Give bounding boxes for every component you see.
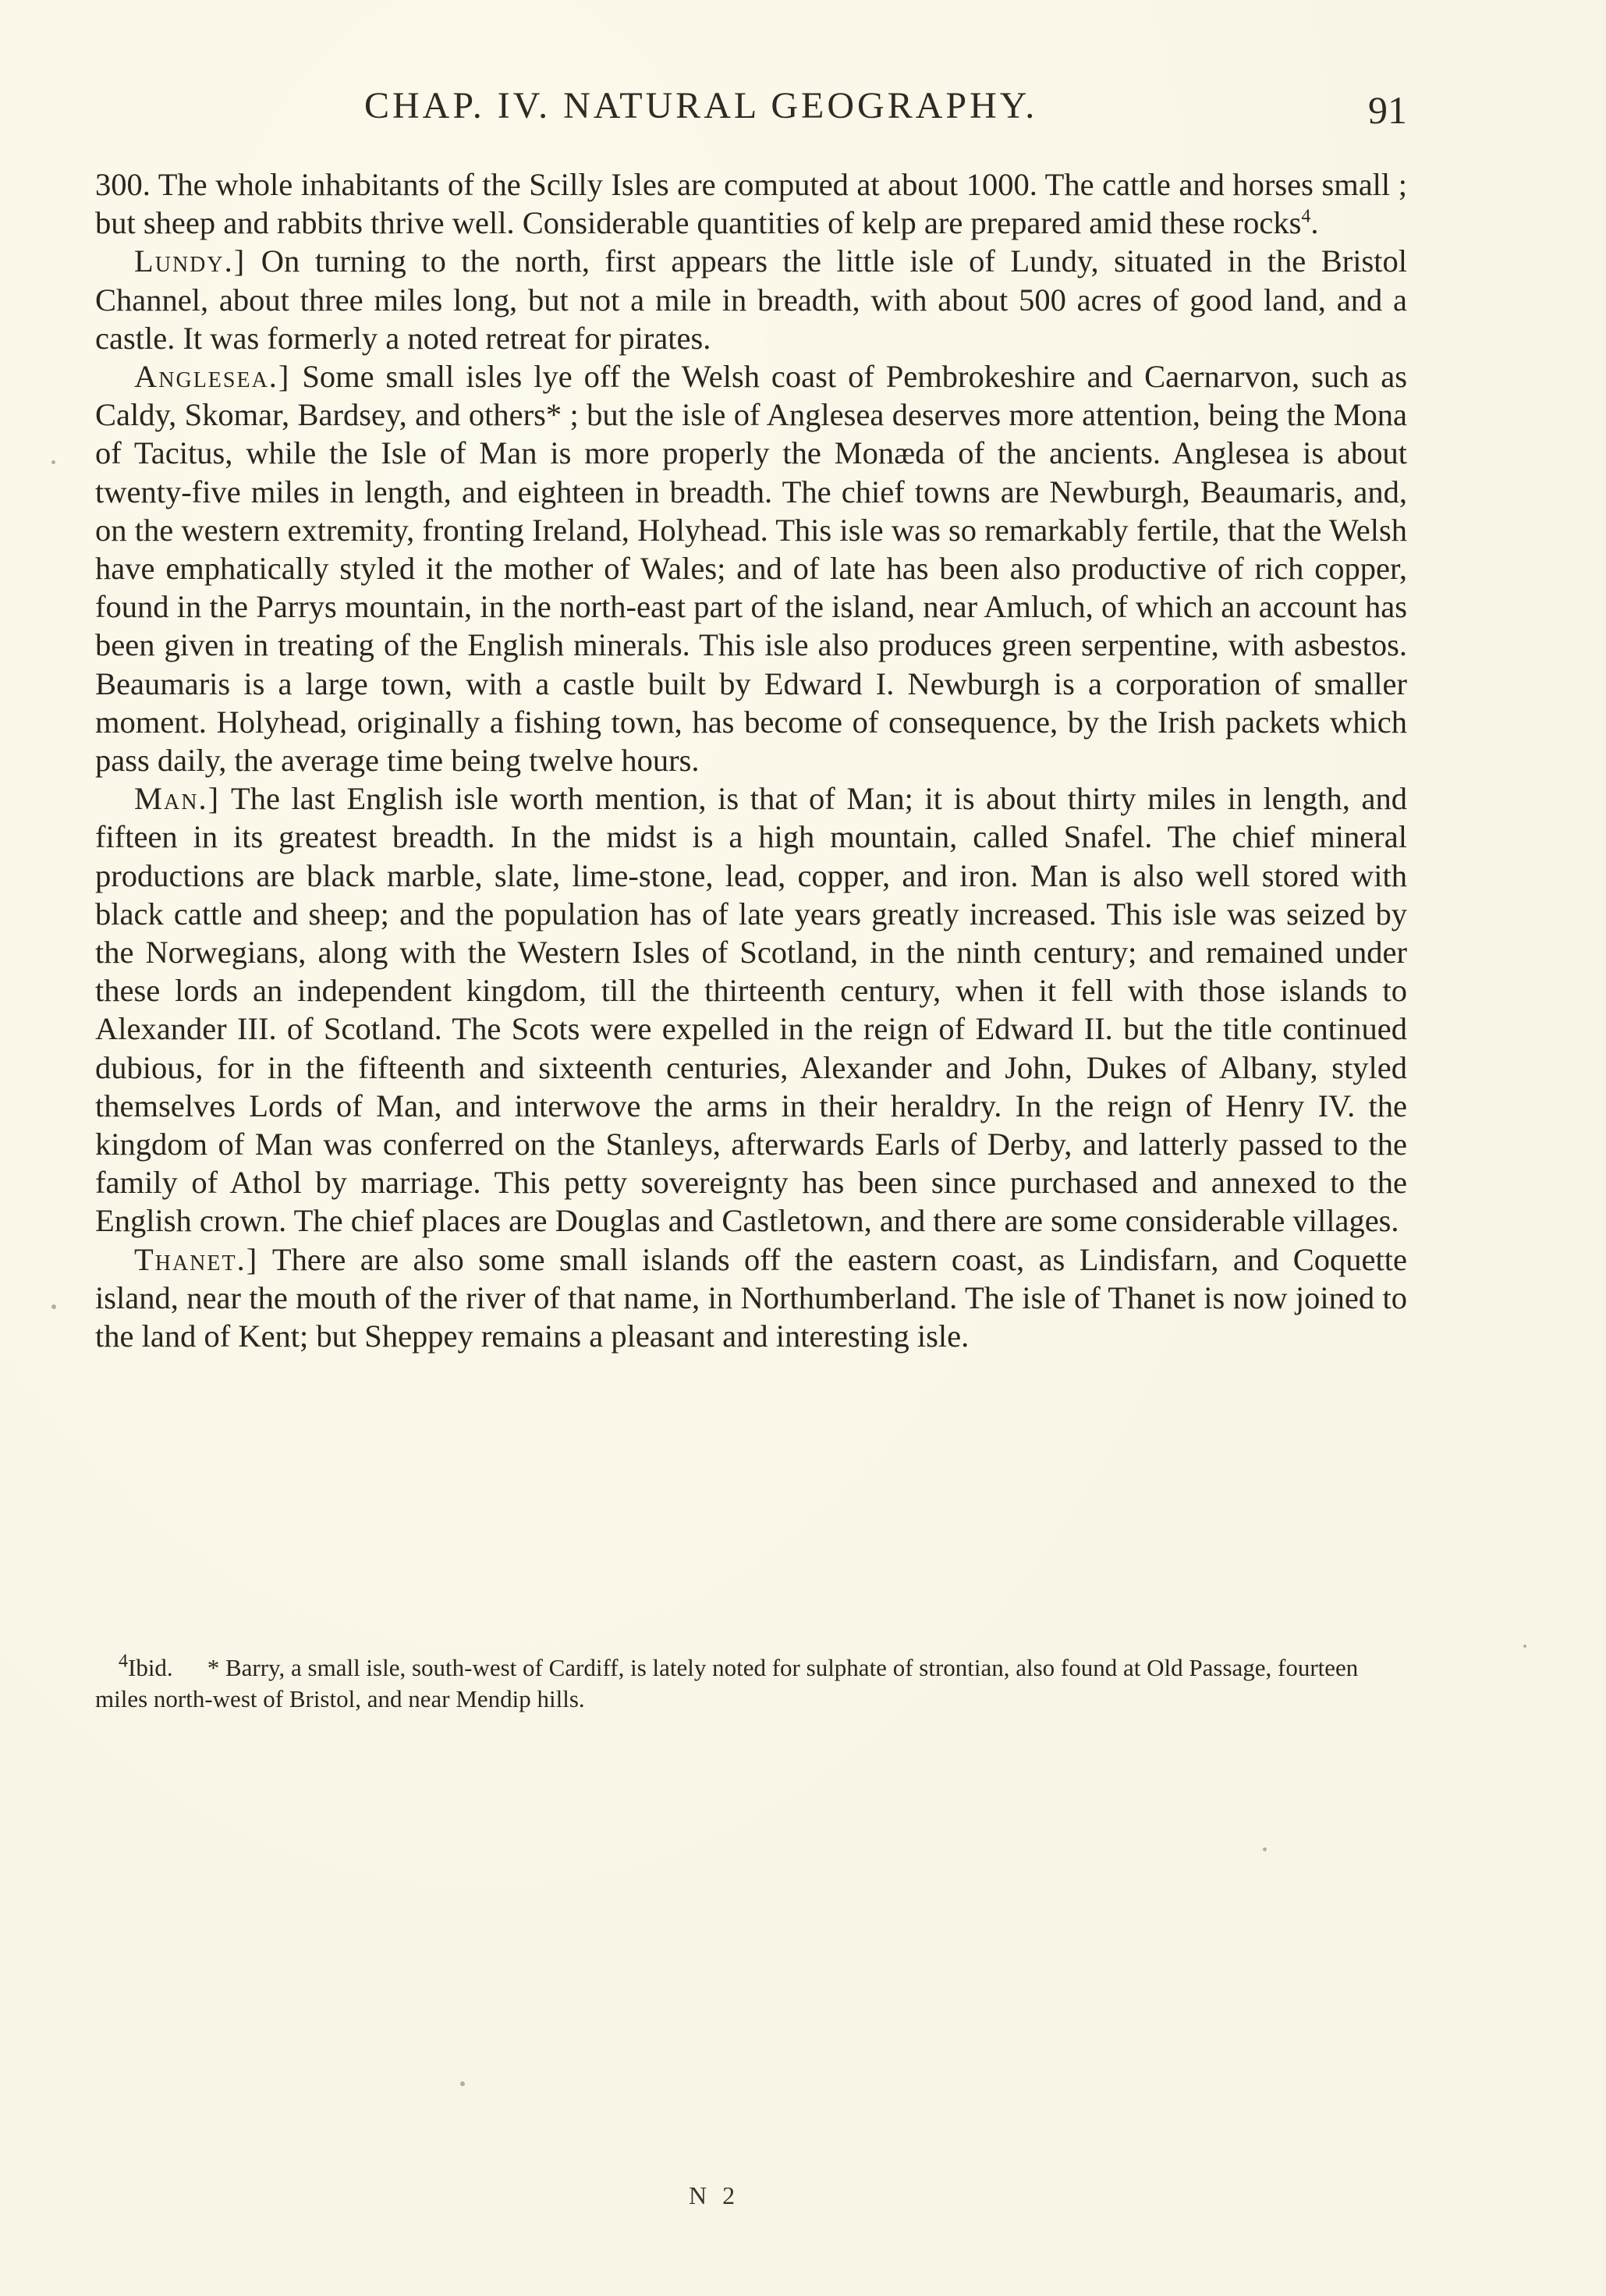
body-text — [95, 165, 1407, 1355]
paragraph-scilly — [95, 165, 1407, 242]
page-number: 91 — [1368, 88, 1407, 132]
side-heading: Lundy.] — [134, 243, 246, 279]
paper-speck — [51, 1304, 56, 1309]
paragraph-text: On turning to the north, first appears the little isle of Lundy, situated in the Bristol Channel, about three miles long, but not a mile in breadth, with about 500 acres of good land, and a castle. It was formerly a noted retreat for pirates. — [95, 243, 1407, 356]
paragraph-text: There are also some small islands off the eastern coast, as Lindisfarn, and Coquette island, near the mouth of the river of that name, in Northumberland. The isle of Thanet is now joined to the land of Kent; but Sheppey remains a pleasant and interesting isle. — [95, 1241, 1407, 1354]
side-heading: Man.] — [134, 781, 221, 817]
paragraph-text: Some small isles lye off the Welsh coast of Pembrokeshire and Caernarvon, such as Caldy, Skomar, Bardsey, and others* ; but the isle of Anglesea deserves more attention, being the Mona of Tacitus, while the Isle of Man is more properly the Monæda of the ancients. Anglesea is about twenty-five miles in length, and eighteen in breadth. The chief towns are Newburgh, Beaumaris, and, on the western extremity, fronting Ireland, Holyhead. This isle was so remarkably fertile, that the Welsh have emphatically styled it the mother of Wales; and of late has been also productive of rich copper, found in the Parrys mountain, in the north-east part of the island, near Amluch, of which an account has been given in treating of the English minerals. This isle also produces green serpentine, with asbestos. Beaumaris is a large town, with a castle built by Edward I. Newburgh is a corporation of smaller moment. Holyhead, originally a fishing town, has become of consequence, by the Irish packets which pass daily, the average time being twelve hours. — [95, 359, 1407, 779]
paragraph-tail: . — [1310, 205, 1319, 241]
paragraph-text: 300. The whole inhabitants of the Scilly Isles are computed at about 1000. The cattle and horses small ; but sheep and rabbits thrive well. Considerable quantities of kelp are prepared amid these rocks — [95, 167, 1407, 241]
paragraph-anglesea — [95, 357, 1407, 779]
footnotes — [95, 1652, 1407, 1715]
side-heading: Anglesea.] — [134, 359, 291, 395]
footnote-ref: 4 — [1301, 206, 1311, 227]
side-heading: Thanet.] — [134, 1241, 259, 1277]
paragraph-thanet — [95, 1240, 1407, 1356]
paragraph-lundy — [95, 242, 1407, 357]
paper-speck — [1263, 1847, 1267, 1851]
footnote — [95, 1652, 1407, 1715]
running-title: CHAP. IV. NATURAL GEOGRAPHY. — [364, 85, 1038, 126]
paragraph-text: The last English isle worth mention, is that of Man; it is about thirty miles in length, and fifteen in its greatest breadth. In the midst is a high mountain, called Snafel. The chief mineral productions are black marble, slate, lime-stone, lead, copper, and iron. Man is also well stored with black cattle and sheep; and the population has of late years greatly increased. This isle was seized by the Norwegians, along with the Western Isles of Scotland, in the ninth century; and remained under these lords an independent kingdom, till the thirteenth century, when it fell with those islands to Alexander III. of Scotland. The Scots were expelled in the reign of Edward II. but the title continued dubious, for in the fifteenth and sixteenth centuries, Alexander and John, Dukes of Albany, styled themselves Lords of Man, and interwove the arms in their heraldry. In the reign of Henry IV. the kingdom of Man was conferred on the Stanleys, afterwards Earls of Derby, and latterly passed to the family of Athol by marriage. This petty sovereignty has been since purchased and annexed to the English crown. The chief places are Douglas and Castletown, and there are some considerable villages. — [95, 781, 1407, 1239]
running-head — [95, 84, 1407, 131]
footnote-ibid: Ibid. — [128, 1654, 173, 1681]
paper-speck — [1523, 1645, 1526, 1648]
signature-mark: N 2 — [689, 2181, 740, 2209]
paragraph-man — [95, 779, 1407, 1240]
footnote-marker: 4 — [119, 1651, 128, 1672]
footnote-barry: * Barry, a small isle, south-west of Cardiff, is lately noted for sulphate of strontian, also found at Old Passage, fourteen miles north-west of Bristol, and near Mendip hills. — [95, 1654, 1359, 1712]
paper-speck — [460, 2081, 465, 2086]
paper-speck — [51, 460, 55, 464]
